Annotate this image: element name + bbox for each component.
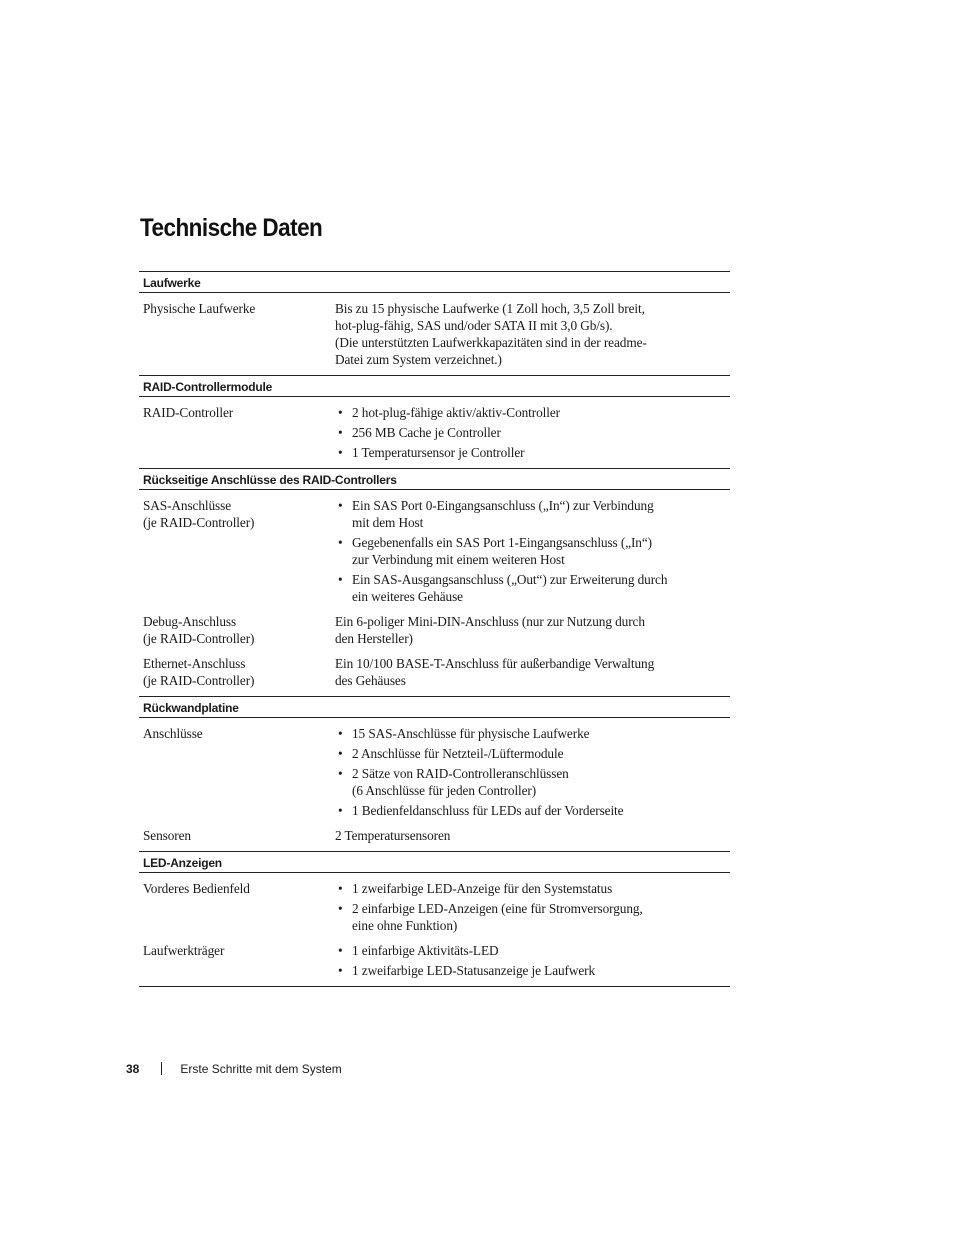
bullet-icon: • <box>338 405 343 420</box>
section-header: RAID-Controllermodule <box>139 376 730 397</box>
bullet-icon: • <box>338 943 343 958</box>
section-header: Laufwerke <box>139 272 730 293</box>
bullet-text: 2 Sätze von RAID-Controlleranschlüssen (6 Anschlüsse für jeden Controller) <box>352 766 569 798</box>
spec-label: Laufwerkträger <box>143 943 225 958</box>
bullet-text: Gegebenenfalls ein SAS Port 1-Eingangsanschluss („In“) zur Verbindung mit einem weiteren Host <box>352 535 652 567</box>
spec-bullet-list <box>335 725 695 819</box>
spec-label: Vorderes Bedienfeld <box>143 881 250 896</box>
bullet-icon: • <box>338 803 343 818</box>
bullet-text: 1 einfarbige Aktivitäts-LED <box>352 943 499 958</box>
page-footer <box>126 1062 342 1076</box>
section-body <box>139 873 730 987</box>
bullet-icon: • <box>338 766 343 781</box>
bullet-text: Ein SAS Port 0-Eingangsanschluss („In“) zur Verbindung mit dem Host <box>352 498 654 530</box>
spec-row <box>139 880 730 942</box>
spec-row <box>139 725 730 827</box>
spec-bullet-item <box>335 802 695 819</box>
spec-row <box>139 655 730 692</box>
spec-label: Sensoren <box>143 828 191 843</box>
bullet-text: 1 zweifarbige LED-Statusanzeige je Laufwerk <box>352 963 596 978</box>
spec-bullet-item <box>335 745 695 762</box>
section-header: Rückseitige Anschlüsse des RAID-Controllers <box>139 469 730 490</box>
spec-bullet-item <box>335 880 695 897</box>
bullet-text: 256 MB Cache je Controller <box>352 425 501 440</box>
page-number: 38 <box>126 1062 140 1076</box>
spec-row <box>139 827 730 847</box>
page-title: Technische Daten <box>140 214 323 242</box>
spec-bullet-item <box>335 765 695 799</box>
section-body <box>139 397 730 469</box>
bullet-text: 1 Bedienfeldanschluss für LEDs auf der Vorderseite <box>352 803 624 818</box>
spec-value: Ein 6-poliger Mini-DIN-Anschluss (nur zur Nutzung durch den Hersteller) <box>335 614 645 646</box>
section-body <box>139 490 730 697</box>
spec-bullet-item <box>335 942 695 959</box>
spec-bullet-item <box>335 571 695 605</box>
bullet-icon: • <box>338 963 343 978</box>
spec-value: 2 Temperatursensoren <box>335 828 451 843</box>
bullet-text: Ein SAS-Ausgangsanschluss („Out“) zur Erweiterung durch ein weiteres Gehäuse <box>352 572 668 604</box>
spec-label: Debug-Anschluss (je RAID-Controller) <box>143 614 255 646</box>
footer-separator <box>161 1062 162 1075</box>
chapter-title: Erste Schritte mit dem System <box>180 1062 342 1076</box>
spec-label: RAID-Controller <box>143 405 234 420</box>
spec-bullet-list <box>335 942 695 979</box>
bullet-text: 2 Anschlüsse für Netzteil-/Lüftermodule <box>352 746 564 761</box>
section-header: LED-Anzeigen <box>139 852 730 873</box>
bullet-icon: • <box>338 498 343 513</box>
bullet-icon: • <box>338 881 343 896</box>
bullet-text: 1 Temperatursensor je Controller <box>352 445 525 460</box>
spec-label: Ethernet-Anschluss (je RAID-Controller) <box>143 656 255 688</box>
spec-bullet-item <box>335 444 695 461</box>
spec-value: Bis zu 15 physische Laufwerke (1 Zoll hoch, 3,5 Zoll breit, hot-plug-fähig, SAS und/oder SATA II mit 3,0 Gb/s). (Die unterstützten Laufwerkkapazitäten sind in der readme- Datei zum System verzeichnet.) <box>335 301 647 367</box>
bullet-icon: • <box>338 535 343 550</box>
spec-table <box>139 271 730 987</box>
section-body <box>139 718 730 852</box>
spec-label: Physische Laufwerke <box>143 301 256 316</box>
spec-bullet-list <box>335 497 695 605</box>
spec-bullet-item <box>335 962 695 979</box>
spec-row <box>139 497 730 613</box>
spec-label: Anschlüsse <box>143 726 203 741</box>
spec-bullet-list <box>335 880 695 934</box>
spec-row <box>139 942 730 982</box>
spec-bullet-item <box>335 534 695 568</box>
spec-row <box>139 300 730 371</box>
spec-bullet-item <box>335 725 695 742</box>
spec-row <box>139 404 730 464</box>
bullet-icon: • <box>338 572 343 587</box>
bullet-icon: • <box>338 445 343 460</box>
bullet-icon: • <box>338 901 343 916</box>
section-body <box>139 293 730 376</box>
bullet-text: 1 zweifarbige LED-Anzeige für den Systemstatus <box>352 881 613 896</box>
spec-label: SAS-Anschlüsse (je RAID-Controller) <box>143 498 255 530</box>
bullet-icon: • <box>338 425 343 440</box>
section-header: Rückwandplatine <box>139 697 730 718</box>
bullet-icon: • <box>338 746 343 761</box>
bullet-text: 2 einfarbige LED-Anzeigen (eine für Stromversorgung, eine ohne Funktion) <box>352 901 643 933</box>
spec-bullet-item <box>335 424 695 441</box>
spec-bullet-item <box>335 900 695 934</box>
spec-value: Ein 10/100 BASE-T-Anschluss für außerbandige Verwaltung des Gehäuses <box>335 656 655 688</box>
bullet-icon: • <box>338 726 343 741</box>
spec-row <box>139 613 730 655</box>
spec-bullet-list <box>335 404 695 461</box>
spec-bullet-item <box>335 497 695 531</box>
spec-bullet-item <box>335 404 695 421</box>
bullet-text: 15 SAS-Anschlüsse für physische Laufwerke <box>352 726 590 741</box>
bullet-text: 2 hot-plug-fähige aktiv/aktiv-Controller <box>352 405 560 420</box>
